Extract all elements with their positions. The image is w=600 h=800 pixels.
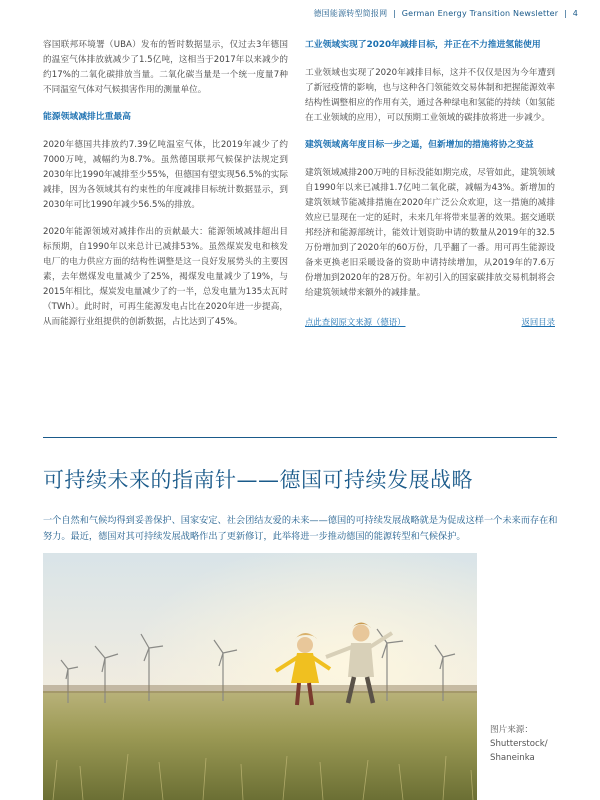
left-column	[43, 38, 288, 342]
page-number: 4	[572, 9, 578, 18]
subheading-industry: 工业领域实现了2020年减排目标，并正在不力推进氢能使用	[305, 40, 541, 50]
children-wind-turbines-photo	[43, 553, 477, 800]
paragraph: 工业领域也实现了2020年减排目标，这并不仅仅是因为今年遭到了新冠疫情的影响，也与这种各门领能效交易体制和把握能源效率结构性调整相应的作用有关，通过各种绿电和氢能的持续（如氢能在工业领域的应用），可以预期工业领域的碳排放将进一步减少。	[305, 68, 555, 123]
paragraph: 2020年能源领域对减排作出的贡献最大：能源领域减排超出目标预期，自1990年以来总计已减排53%。虽然煤炭发电和核发电厂的电力供应方面的结构性调整是这一良好发展势头的主要因素，去年燃煤发电量减少了25%，褐煤发电量减少了19%，与2015年相比，煤炭发电量减少了约一半，总发电量为135太瓦时（TWh）。此时时，可再生能源发电占比在2020年进一步提高，从而能源行业组提供的创新数据，占比达到了45%。	[43, 227, 288, 327]
source-link[interactable]: 点此查阅原文来源（德语）	[305, 317, 406, 327]
photo-illustration	[43, 553, 477, 800]
back-to-contents-link[interactable]: 返回目录	[521, 317, 555, 327]
header-divider: |	[393, 9, 396, 18]
page-header	[313, 8, 578, 19]
link-row	[305, 315, 555, 330]
credit-author: Shaneinka	[490, 753, 535, 763]
credit-source: Shutterstock/	[490, 739, 548, 749]
credit-label: 图片来源：	[490, 725, 533, 735]
header-divider: |	[564, 9, 567, 18]
paragraph: 2020年德国共排放约7.39亿吨温室气体，比2019年减少了约7000万吨，减幅约为8.7%。虽然德国联邦气候保护法规定到2030年比1990年减排至少55%，但德国有望实现56.5%的实际减排，因为各领域其有约束性的年度减排目标统计数据显示，到2030年可比1990年减少56.5%的排放。	[43, 140, 288, 210]
paragraph: 容国联邦环境署（UBA）发布的暂时数据显示，仅过去3年德国的温室气体排放就减少了1.5亿吨，这相当于2017年以来减少的约17%的二氧化碳排放当量。二氧化碳当量是一个统一度量7种不同温室气体对气候损害作用的测量单位。	[43, 40, 288, 95]
section-title: 可持续未来的指南针——德国可持续发展战略	[43, 468, 473, 493]
paragraph: 建筑领域减排200万吨的目标没能如期完成，尽管如此，建筑领域自1990年以来已减排1.7亿吨二氧化碳，减幅为43%。新增加的建筑领域节能减排措施在2020年广泛公众欢迎，这一措施的减排效应已显现在一定的延时，未来几年将带来显著的效果。据交通联邦经济和能源部统计，能效计划资助申请的数量从2019年的32.5万份增加到了2020年的60万份，几乎翻了一番。用可再生能源设备来更换老旧采暖设备的资助申请持续增加，从2019年的7.6万份增加到2020年的28万份。年初引入的国家碳排放交易机制将会给建筑领域带来额外的减排量。	[305, 168, 555, 298]
subheading-energy-sector: 能源领域减排比重最高	[43, 112, 131, 122]
photo-credit	[490, 723, 548, 765]
header-title-cn: 德国能源转型简报网	[313, 9, 388, 18]
right-column	[305, 38, 555, 330]
header-title-en: German Energy Transition Newsletter	[401, 9, 559, 18]
section-lead: 一个自然和气候均得到妥善保护、国家安定、社会团结友爱的未来——德国的可持续发展战略就是为促成这样一个未来而存在和努力。最近，德国对其可持续发展战略作出了更新修订，此举将进一步推动德国的能源转型和气候保护。	[43, 515, 558, 542]
subheading-buildings: 建筑领域离年度目标一步之遥，但新增加的措施将协之变益	[305, 140, 534, 150]
section-divider	[43, 437, 557, 438]
